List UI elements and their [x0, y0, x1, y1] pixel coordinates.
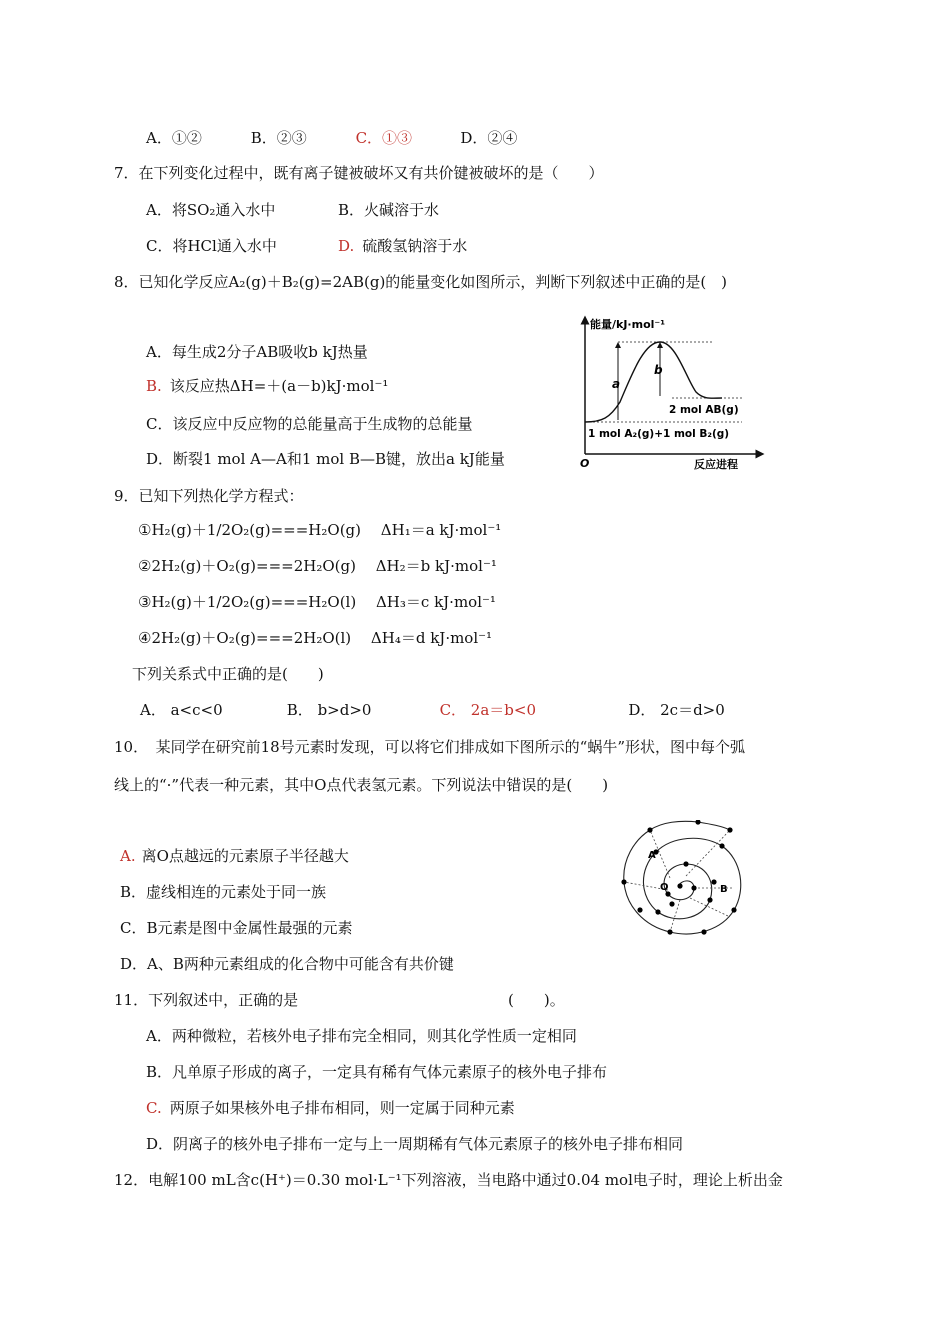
- q9-option-b: B． b>d>0: [286, 701, 372, 719]
- element-dot: [677, 883, 682, 888]
- q11-option-d: D．阴离子的核外电子排布一定与上一周期稀有气体元素原子的核外电子排布相同: [146, 1135, 684, 1153]
- q11-stem: 11．下列叙述中，正确的是: [114, 991, 299, 1009]
- element-dot: [669, 901, 674, 906]
- q7-option-a: A．将SO₂通入水中: [146, 201, 276, 219]
- q11-option-c: [146, 1098, 515, 1118]
- label-b: b: [654, 363, 663, 377]
- label-b: B: [720, 884, 728, 895]
- element-dot: [621, 879, 626, 884]
- y-axis-label: 能量/kJ·mol⁻¹: [590, 318, 666, 331]
- q11-option-a: A．两种微粒，若核外电子排布完全相同，则其化学性质一定相同: [146, 1027, 577, 1045]
- label-a: a: [612, 377, 621, 391]
- q6-option-b: B．②③: [250, 129, 307, 147]
- element-dot: [667, 929, 672, 934]
- q11-option-c-letter: C.: [146, 1099, 162, 1117]
- q8-option-d: D．断裂1 mol A—A和1 mol B—B键，放出a kJ能量: [146, 450, 505, 468]
- element-dot: [707, 897, 712, 902]
- q9-options: [140, 700, 725, 720]
- products-label: 2 mol AB(g): [669, 404, 739, 416]
- q12-stem: 12．电解100 mL含c(H⁺)＝0.30 mol·L⁻¹下列溶液，当电路中通过0.04 mol电子时，理论上析出金: [114, 1171, 783, 1189]
- q7-option-b: B．火碱溶于水: [338, 201, 440, 219]
- q6-options: [146, 128, 517, 148]
- element-dot: [647, 827, 652, 832]
- element-dot: [655, 909, 660, 914]
- element-dot: [719, 843, 724, 848]
- q9-stem: 9．已知下列热化学方程式：: [114, 487, 304, 505]
- q8-option-b-text: 该反应热ΔH=＋(a－b)kJ·mol⁻¹: [169, 377, 389, 395]
- element-dot: [731, 907, 736, 912]
- q10-option-a-letter: A.: [120, 847, 136, 865]
- label-o: O: [660, 882, 669, 893]
- label-a: A: [648, 850, 656, 861]
- q7-option-d: [338, 236, 467, 256]
- energy-diagram: [572, 312, 772, 472]
- spiral: [624, 821, 741, 934]
- element-dot: [727, 827, 732, 832]
- q11-option-c-text: 两原子如果核外电子排布相同，则一定属于同种元素: [169, 1099, 515, 1117]
- q9-question: 下列关系式中正确的是( ): [132, 665, 324, 683]
- q10-option-a-text: 离O点越远的元素原子半径越大: [141, 847, 349, 865]
- reactants-label: 1 mol A₂(g)+1 mol B₂(g): [588, 428, 730, 440]
- q9-option-d: D． 2c＝d>0: [628, 701, 725, 719]
- x-axis-label: 反应进程: [694, 458, 738, 471]
- q9-option-c: C． 2a＝b<0: [439, 701, 537, 719]
- q6-option-a: A．①②: [146, 129, 202, 147]
- element-dot: [701, 929, 706, 934]
- element-dot: [637, 907, 642, 912]
- q7-option-d-text: 硫酸氢钠溶于水: [362, 237, 468, 255]
- origin-label: O: [580, 457, 590, 470]
- q7-option-c: C．将HCl通入水中: [146, 237, 277, 255]
- q10-option-a: [120, 846, 349, 866]
- q9-equation-2: ②2H₂(g)＋O₂(g)===2H₂O(g) ΔH₂＝b kJ·mol⁻¹: [138, 557, 497, 575]
- q7-stem: 7．在下列变化过程中，既有离子键被破坏又有共价键被破坏的是（ ）: [114, 164, 604, 182]
- element-dot: [695, 820, 700, 825]
- q10-option-c: C．B元素是图中金属性最强的元素: [120, 919, 353, 937]
- q7-option-d-letter: D.: [338, 237, 355, 255]
- element-dot: [691, 885, 696, 890]
- q8-option-c: C．该反应中反应物的总能量高于生成物的总能量: [146, 415, 473, 433]
- q10-stem-line2: 线上的“·”代表一种元素，其中O点代表氢元素。下列说法中错误的是( ): [114, 776, 609, 794]
- q10-stem-line1: 10． 某同学在研究前18号元素时发现，可以将它们排成如下图所示的“蜗牛”形状，图中每个弧: [114, 738, 746, 756]
- q6-option-c: C．①③: [355, 129, 413, 147]
- snail-diagram: [610, 820, 750, 940]
- q8-stem: 8．已知化学反应A₂(g)＋B₂(g)=2AB(g)的能量变化如图所示，判断下列叙述中正确的是( ): [114, 273, 728, 291]
- q9-option-a: A． a<c<0: [140, 701, 223, 719]
- q8-option-a: A．每生成2分子AB吸收b kJ热量: [146, 343, 368, 361]
- q8-option-b-letter: B.: [146, 377, 162, 395]
- element-dot: [683, 861, 688, 866]
- q8-option-b: [146, 376, 388, 396]
- q11-paren: ( )。: [508, 991, 565, 1009]
- q10-option-d: D．A、B两种元素组成的化合物中可能含有共价键: [120, 955, 454, 973]
- q10-option-b: B．虚线相连的元素处于同一族: [120, 883, 327, 901]
- q11-option-b: B．凡单原子形成的离子，一定具有稀有气体元素原子的核外电子排布: [146, 1063, 608, 1081]
- q9-equation-4: ④2H₂(g)＋O₂(g)===2H₂O(l) ΔH₄＝d kJ·mol⁻¹: [138, 629, 493, 647]
- q6-option-d: D．②④: [460, 129, 518, 147]
- element-dot: [711, 879, 716, 884]
- q9-equation-3: ③H₂(g)＋1/2O₂(g)===H₂O(l) ΔH₃＝c kJ·mol⁻¹: [138, 593, 496, 611]
- q9-equation-1: ①H₂(g)＋1/2O₂(g)===H₂O(g) ΔH₁＝a kJ·mol⁻¹: [138, 521, 502, 539]
